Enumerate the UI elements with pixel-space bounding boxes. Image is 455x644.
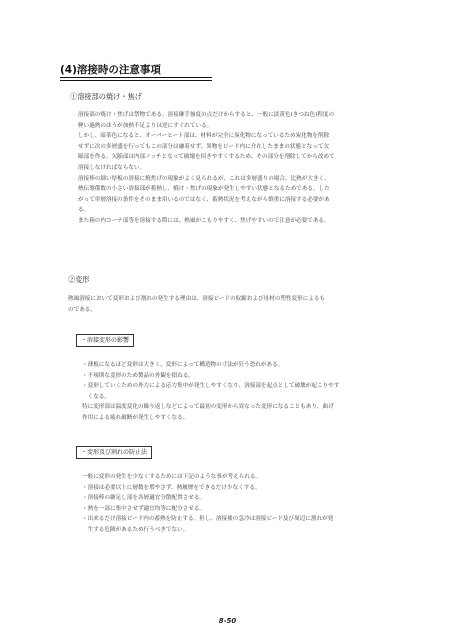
paragraph-line: また箱の内コーナ部等を溶接する際には、熱風がこもりやすく、焦げやすいので注意が必要である。 bbox=[78, 218, 330, 224]
section2-heading: ②変形 bbox=[68, 275, 90, 284]
list-item: ・変形していくための外力による応力集中が発生しやすくなり、溶接部を起点として破壊が起こりやす bbox=[82, 383, 340, 390]
list-item: ・薄板になるほど変形は大きく、変形によって構造物の寸法が狂う恐れがある。 bbox=[82, 362, 284, 368]
paragraph-line: せずに次の多層盛を行ってもこの部分は融着せず、異物をビード内に介在したままの状態となって欠 bbox=[78, 143, 330, 150]
list-item: 生する危険があるため行うべきでない。 bbox=[82, 527, 189, 533]
paragraph-line: 熱風溶接において変形および割れの発生する理由は、溶接ビードの収縮および母材の塑性変形によるも bbox=[68, 296, 326, 302]
paragraph-line: 熱伝導係数の小さい溶接部が蓄熱し、焼け・焦げの現象が発生しやすい状態となるためである。した bbox=[78, 186, 330, 193]
list-item: 特に変形部は温度変化の繰り返しなどによって最初の変形から異なった変形になることもあり、曲げ bbox=[82, 404, 334, 411]
paragraph-line: る。 bbox=[78, 207, 90, 214]
list-item: ・溶接は必要以上に層数を増やさず、熱履歴をできるだけ少なくする。 bbox=[82, 484, 261, 491]
paragraph-line: のである。 bbox=[68, 306, 96, 313]
paragraph-line: 軽い過熱のほうが加熱不足よりは逆にすぐれている。 bbox=[78, 122, 213, 129]
page-title: (4)溶接時の注意事項 bbox=[60, 64, 161, 76]
list-item: くなる。 bbox=[82, 393, 110, 400]
paragraph-line: 溶接棒の細い厚板の溶接に焼焦げの現象がよく見られるが、これは多層盛りの場合、比熱が大きく、 bbox=[78, 175, 330, 182]
paragraph-line: しかし、暗茶色になると、オーバーヒート部は、材料が完全に炭化物になっているため炭化物を削除 bbox=[78, 133, 330, 140]
list-item: ・熱を一部に集中させず適宜均等に配分させる。 bbox=[82, 505, 206, 512]
title-underline-thin bbox=[60, 80, 212, 81]
list-item: ・出来るだけ溶接ビード内の蓄熱を防止する。但し、溶接後の急冷は溶接ビード及び周辺に割れが発 bbox=[82, 516, 334, 523]
list-item: 一般に変形の発生を少なくするためには下記のような事が考えられる。 bbox=[82, 474, 262, 480]
section1-heading: ①溶接部の焼け・焦げ bbox=[70, 92, 142, 101]
paragraph-line: がって単層溶接の条件をそのまま用いるのではなく、蓄熱状況を考えながら慎重に溶接する必要があ bbox=[78, 196, 330, 203]
paragraph-line: 陥部を作る。欠陥部は内部ノッチとなって破壊を招きやすくするため、その部分を削除してから改めて bbox=[78, 154, 335, 161]
list-item: 作用による疲れ破断が発生しやすくなる。 bbox=[82, 415, 189, 421]
list-item: ・溶接棒の継足し部を各層適宜分散配置させる。 bbox=[82, 495, 206, 502]
paragraph-line: 溶接部の焼け・焦げは禁物である。溶接継手強度の点だけからすると、一般に淡黄色(きつね色)程度の bbox=[78, 112, 335, 118]
title-underline bbox=[60, 77, 212, 78]
page-number: 8-50 bbox=[218, 617, 237, 625]
paragraph-line: 溶接しなければならない。 bbox=[78, 165, 146, 171]
box-heading-deformation-effects: ・溶接変形の影響 bbox=[76, 334, 134, 347]
box-heading-prevention-methods: ・変形及び割れの防止法 bbox=[76, 446, 152, 459]
list-item: ・不規則な変形のため製品の外観を損ねる。 bbox=[82, 372, 194, 379]
